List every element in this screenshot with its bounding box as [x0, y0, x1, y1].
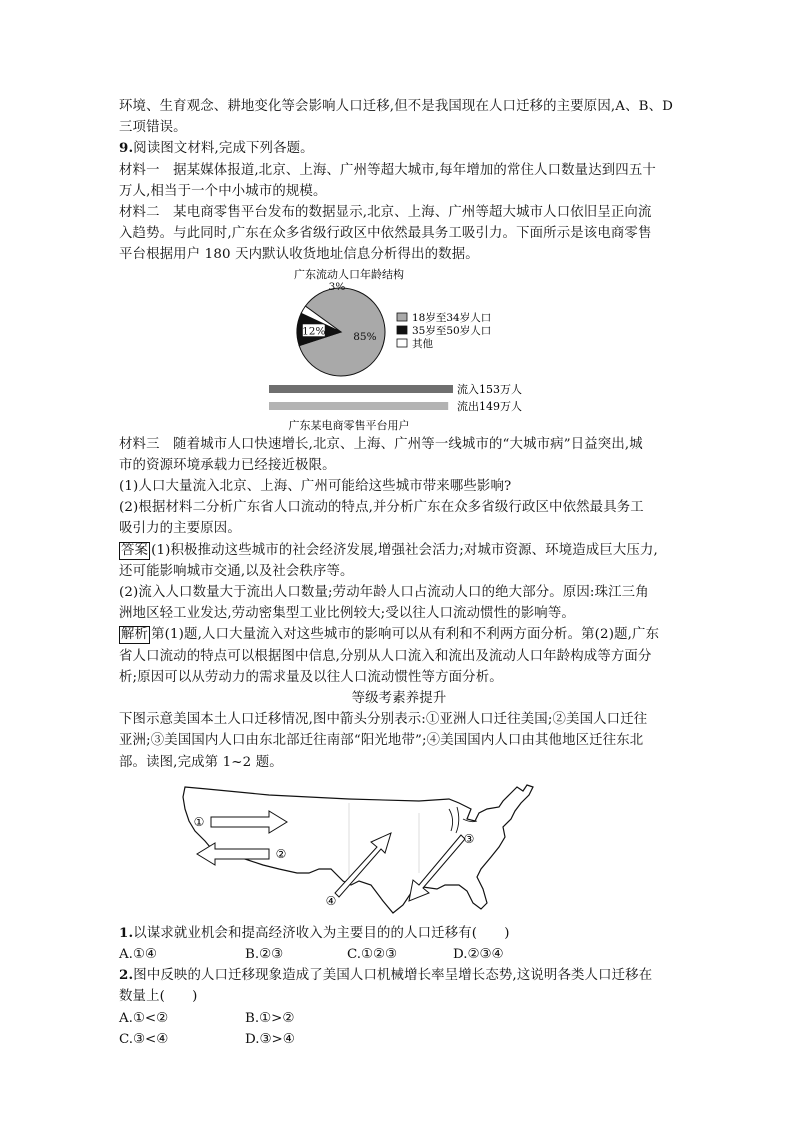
pie-chart-title: 广东流动人口年龄结构: [294, 267, 404, 281]
material-3-line-2: 市的资源环境承载力已经接近极限。: [119, 457, 336, 473]
material-2-line-1: 材料二 某电商零售平台发布的数据显示,北京、上海、广州等超大城市人口依旧呈正向流: [119, 205, 652, 221]
option-2a: A.①<②: [119, 1010, 169, 1026]
map-question-2-options-row-2: [119, 1029, 679, 1050]
pie-chart: [297, 281, 385, 376]
map-question-2-options-row-1: [119, 1008, 679, 1029]
arrow-4-label: ④: [325, 893, 337, 908]
analysis-tag: 解析: [121, 627, 149, 643]
option-2d: D.③>④: [245, 1031, 295, 1047]
map-question-1-number: 1.: [119, 924, 134, 941]
us-intro-line-3: 部。读图,完成第 1~2 题。: [119, 754, 283, 770]
material-2-line-2: 入趋势。与此同时,广东在众多省级行政区中依然最具务工吸引力。下面所示是该电商零售: [119, 226, 652, 242]
answer-2-line-2: 洲地区轻工业发达,劳动密集型工业比例较大;受以往人口流动惯性的影响等。: [119, 606, 575, 622]
pie-legend: [397, 311, 491, 350]
intro-line-1: 环境、生育观念、耕地变化等会影响人口迁移,但不是我国现在人口迁移的主要原因,A、B、D: [119, 99, 674, 114]
option-1d: D.②③④: [453, 947, 504, 963]
section-title: 等级考素养提升: [351, 691, 447, 707]
option-2c: C.③<④: [119, 1031, 169, 1047]
map-question-2-line-1: 图中反映的人口迁移现象造成了美国人口机械增长率呈增长态势,这说明各类人口迁移在: [133, 968, 653, 984]
us-migration-intro: [119, 709, 679, 773]
arrow-3-label: ③: [463, 831, 475, 846]
legend-swatch-0: [397, 313, 407, 321]
bar-label-1: 流出149万人: [457, 399, 522, 413]
sub-question-2: [119, 497, 679, 539]
option-2b: B.①>②: [245, 1010, 295, 1026]
analysis-line-1: 第(1)题,人口大量流入对这些城市的影响可以从有利和不利两方面分析。第(2)题,广东: [151, 627, 660, 643]
answer-tag: 答案: [121, 542, 149, 558]
map-question-2: [119, 965, 679, 1007]
option-1a: A.①④: [119, 947, 157, 963]
intro-line-2: 三项错误。: [119, 120, 187, 136]
arrow-1: [211, 811, 287, 833]
pie-label-1: 12%: [302, 324, 326, 337]
us-intro-line-2: 亚洲;③美国国内人口由东北部迁往南部“阳光地带”;④美国国内人口由其他地区迁往东北: [119, 733, 644, 749]
legend-label-0: 18岁至34岁人口: [412, 311, 492, 324]
map-question-2-line-2: 数量上( ): [119, 989, 198, 1005]
sub-question-1: (1)人口大量流入北京、上海、广州可能给这些城市带来哪些影响?: [119, 479, 512, 495]
option-1b: B.②③: [245, 947, 284, 963]
answer-1: [119, 540, 679, 582]
arrow-4: [335, 833, 391, 897]
answer-2-line-1: (2)流入人口数量大于流出人口数量;劳动年龄人口占流动人口的绝大部分。原因:珠江三角: [119, 585, 649, 601]
guangdong-figure: [119, 266, 679, 434]
material-3-line-1: 材料三 随着城市人口快速增长,北京、上海、广州等一线城市的“大城市病”日益突出,城: [119, 436, 643, 452]
answer-1-line-1: (1)积极推动这些城市的社会经济发展,增强社会活力;对城市资源、环境造成巨大压力,: [151, 542, 658, 558]
arrow-2-label: ②: [275, 846, 287, 861]
us-map-figure: [119, 773, 679, 923]
material-1-line-1: 材料一 据某媒体报道,北京、上海、广州等超大城市,每年增加的常住人口数量达到四五十: [119, 162, 656, 178]
bar-chart-title: 广东某电商零售平台用户: [288, 418, 410, 432]
bar-1: [269, 402, 448, 410]
material-1: [119, 160, 679, 202]
pie-label-0: 85%: [353, 330, 377, 343]
material-2-line-3: 平台根据用户 180 天内默认收货地址信息分析得出的数据。: [119, 247, 479, 263]
legend-label-1: 35岁至50岁人口: [412, 324, 492, 337]
analysis: [119, 624, 679, 688]
pie-label-2: 3%: [328, 280, 346, 293]
analysis-line-3: 析;原因可以从劳动力的需求量及以往人口流动惯性等方面分析。: [119, 669, 503, 685]
option-1c: C.①②③: [347, 947, 398, 963]
map-question-1-text: 以谋求就业机会和提高经济收入为主要目的的人口迁移有( ): [133, 925, 510, 941]
map-question-1-options: [119, 944, 679, 965]
material-1-line-2: 万人,相当于一个中小城市的规模。: [119, 183, 327, 199]
arrow-1-label: ①: [193, 814, 205, 829]
material-3: [119, 434, 679, 476]
bar-chart: [269, 382, 522, 413]
bar-0: [269, 385, 453, 393]
material-2: [119, 202, 679, 266]
question-number: 9.: [119, 140, 134, 157]
question-9-instruction: 阅读图文材料,完成下列各题。: [133, 141, 314, 157]
question-9-heading: [119, 138, 679, 159]
arrow-2: [197, 843, 269, 865]
document-page: [119, 96, 679, 1050]
bar-label-0: 流入153万人: [457, 382, 522, 396]
legend-swatch-1: [397, 326, 407, 334]
answer-1-line-2: 还可能影响城市交通,以及社会秩序等。: [119, 563, 354, 579]
map-question-2-number: 2.: [119, 967, 134, 984]
sub-question-2-line-2: 吸引力的主要原因。: [119, 521, 241, 537]
us-map-svg: [119, 773, 679, 923]
arrow-3: [409, 835, 465, 901]
analysis-line-2: 省人口流动的特点可以根据图中信息,分别从人口流入和流出及流动人口年龄构成等方面分: [119, 648, 652, 664]
map-question-1: [119, 923, 679, 944]
intro-text: [119, 96, 679, 138]
us-intro-line-1: 下图示意美国本土人口迁移情况,图中箭头分别表示:①亚洲人口迁往美国;②美国人口迁往: [119, 712, 648, 728]
answer-2: [119, 582, 679, 624]
sub-question-2-line-1: (2)根据材料二分析广东省人口流动的特点,并分析广东在众多省级行政区中依然最具务工: [119, 500, 644, 516]
legend-swatch-2: [397, 339, 407, 347]
legend-label-2: 其他: [412, 337, 433, 350]
guangdong-charts-svg: [119, 266, 679, 434]
